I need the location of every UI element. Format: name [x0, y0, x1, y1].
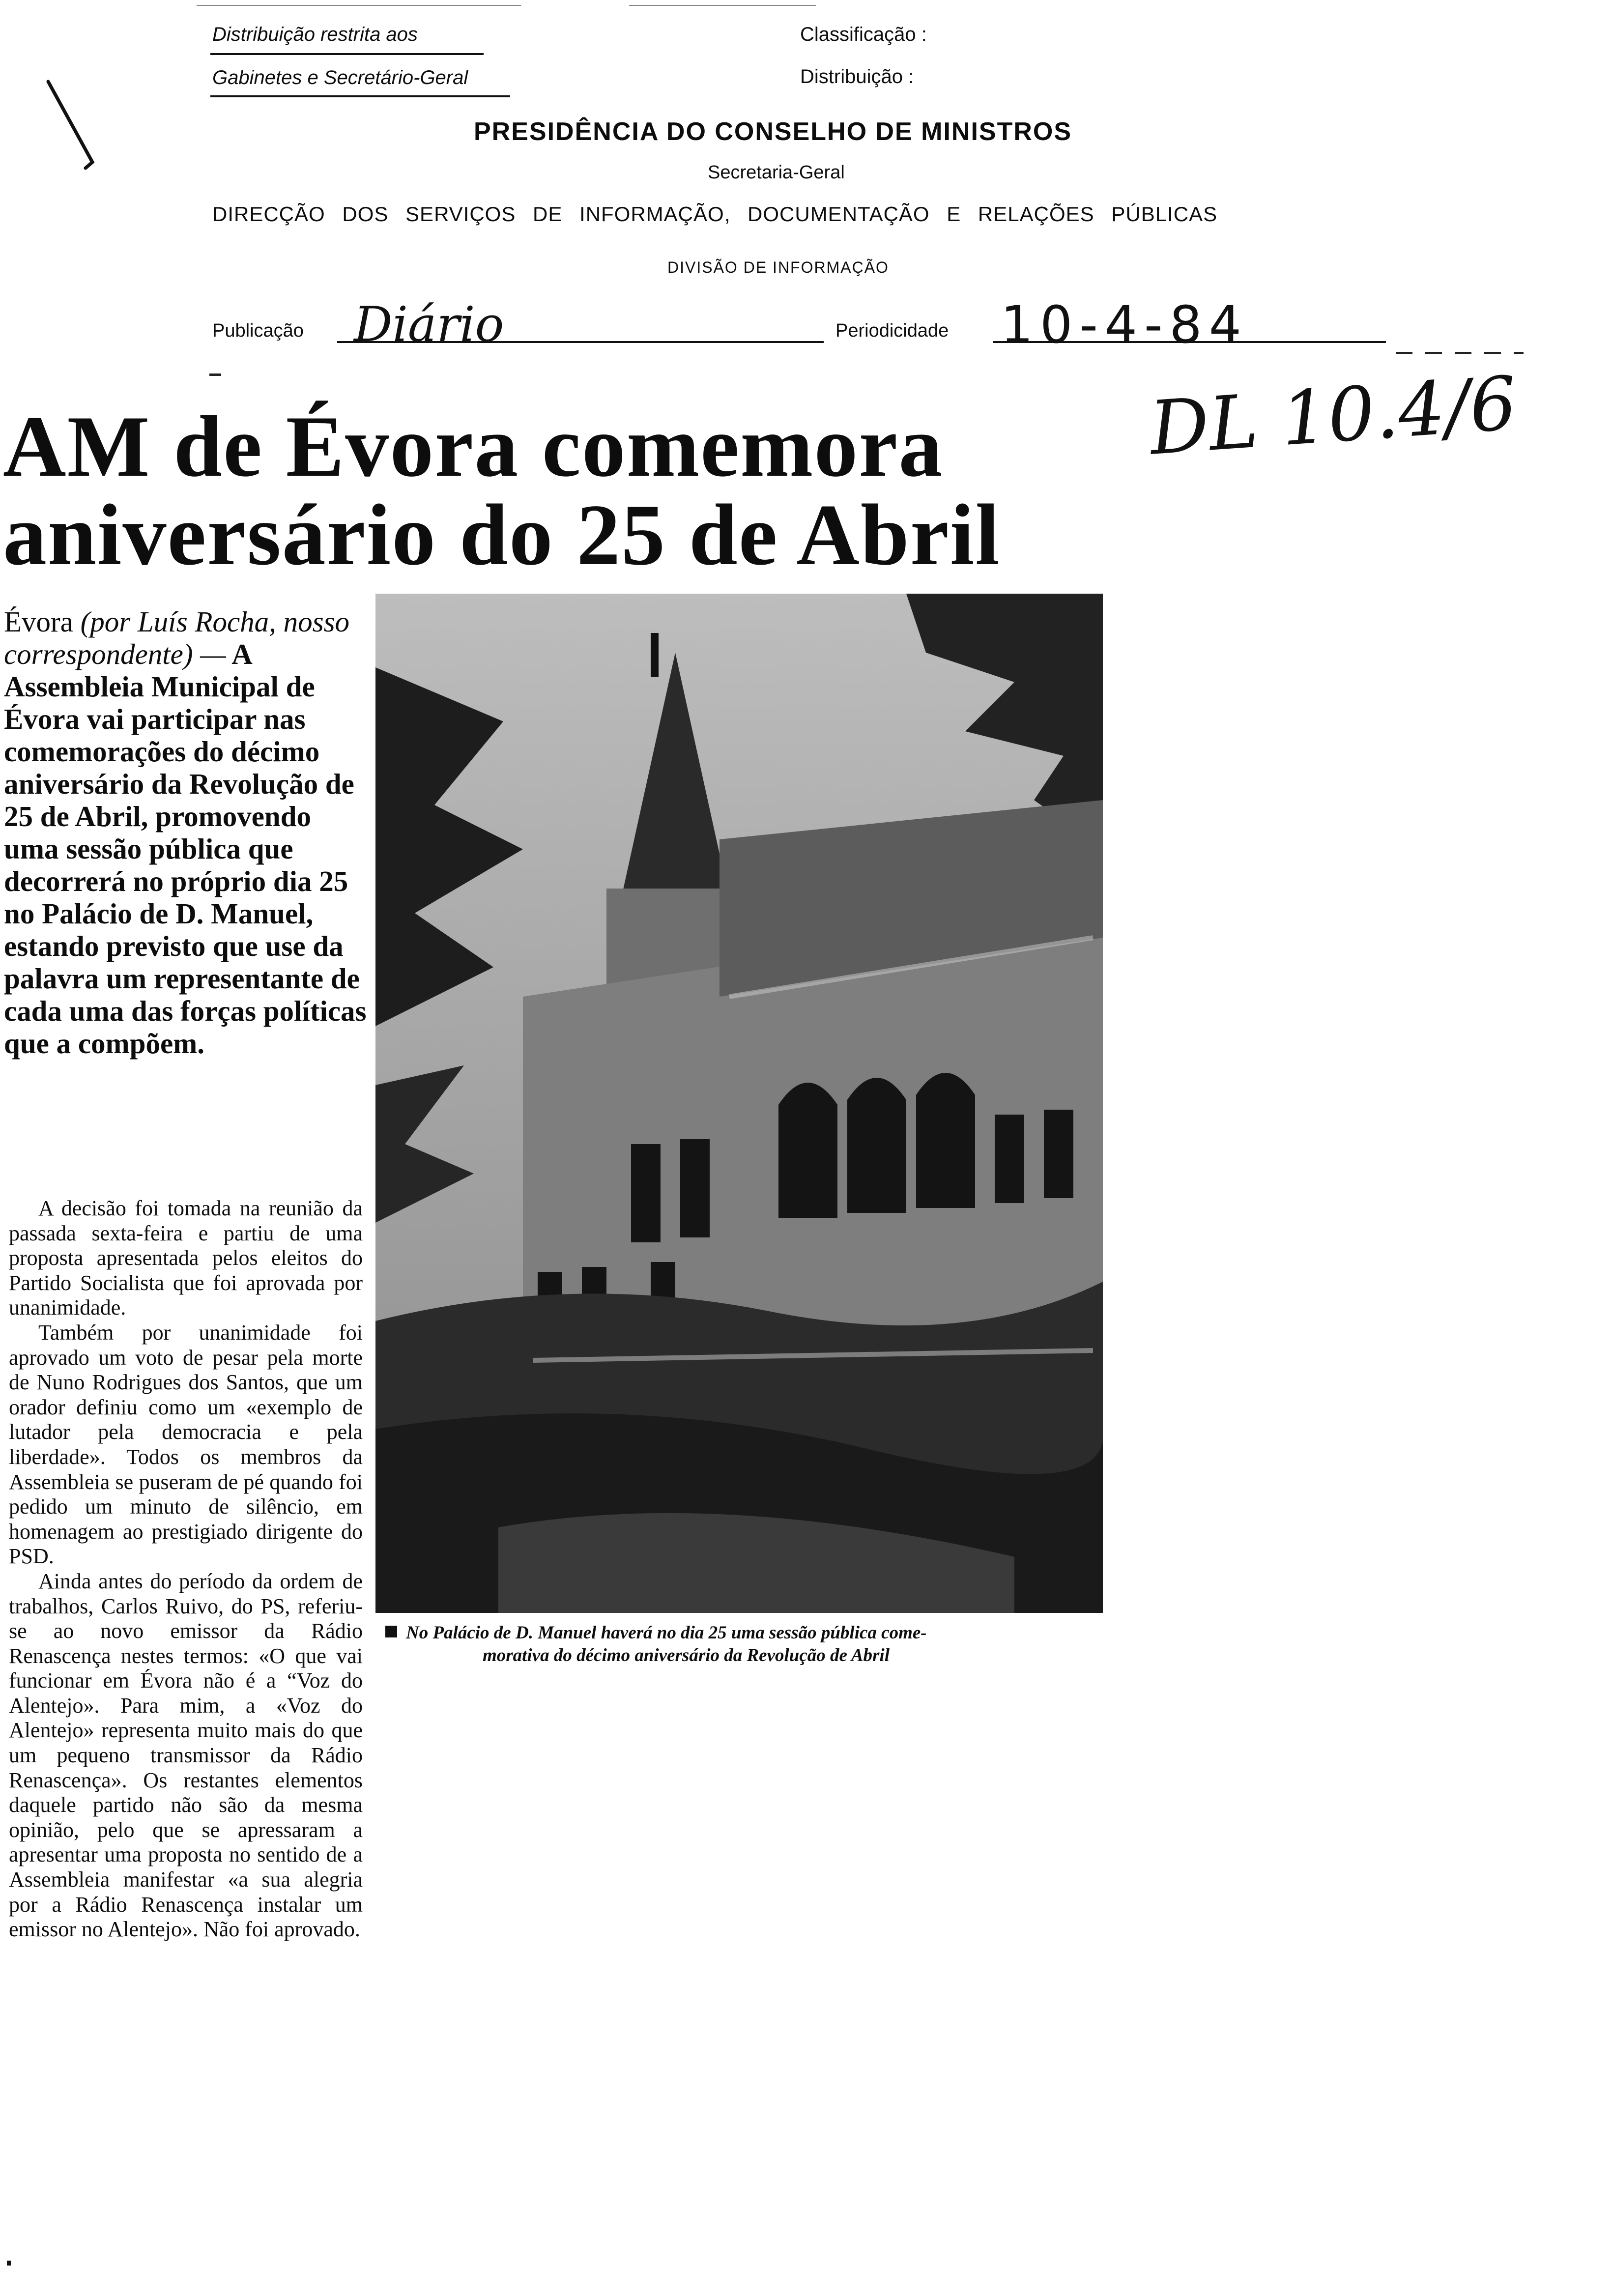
- directorate-label: DIRECÇÃO DOS SERVIÇOS DE INFORMAÇÃO, DOCUMENTAÇÃO E RELAÇÕES PÚBLICAS: [212, 202, 1218, 226]
- distribution-underline-2: [210, 95, 510, 97]
- top-edge-line-right: [629, 5, 816, 6]
- division-label: DIVISÃO DE INFORMAÇÃO: [667, 258, 889, 276]
- scan-speck: [7, 2261, 11, 2266]
- photo-caption-line-2: [385, 1644, 927, 1667]
- publication-label: Publicação: [212, 320, 304, 341]
- caption-bullet-icon: [385, 1626, 397, 1637]
- body-paragraph-1: A decisão foi tomada na reunião da passada sexta-feira e partiu de uma proposta apresentada pelos eleitos do Partido Socialista que foi aprovada por unanimidade.: [9, 1196, 363, 1320]
- form-header: [0, 0, 1612, 373]
- pen-slash-mark: [44, 79, 98, 177]
- photo-caption: [385, 1622, 927, 1667]
- publication-handwritten-value: Diário: [354, 297, 504, 353]
- photo-caption-line-1: [385, 1622, 927, 1644]
- palace-photo: [375, 594, 1103, 1613]
- caption-text-2: morativa do décimo aniversário da Revolução de Abril: [483, 1645, 890, 1665]
- handwritten-margin-annotation: DL 10.4/6: [1147, 361, 1520, 472]
- byline: [4, 605, 349, 670]
- top-edge-line-left: [197, 5, 521, 6]
- headline-line-1: AM de Évora comemora: [3, 398, 944, 495]
- byline-credit: (por Luís Rocha, nosso correspondente) —: [4, 605, 350, 670]
- body-paragraph-2: Também por unanimidade foi aprovado um voto de pesar pela morte de Nuno Rodrigues dos Santos, que um orador definiu como um «exemplo de lutador pela democracia e pela liberdade». Todos os membros da Assembleia se puseram de pé quando foi pedido um minuto de silêncio, em homenagem ao prestigiado dirigente do PSD.: [9, 1320, 363, 1569]
- classification-label: Classificação :: [800, 24, 927, 45]
- body-paragraph-3: Ainda antes do período da ordem de trabalhos, Carlos Ruivo, do PS, referiu-se ao novo emissor da Rádio Renascença nestes termos: «O que vai funcionar em Évora não é a “Voz do Alentejo». Para mim, a «Voz do Alentejo» representa muito mais do que um pequeno transmissor da Rádio Renascença». Os restantes elementos daquele partido não são da mesma opinião, pelo que se apressaram a apresentar uma proposta no sentido de a Assembleia manifestar «a sua alegria por a Rádio Renascença instalar um emissor no Alentejo». Não foi aprovado.: [9, 1569, 363, 1942]
- dashed-mark-right: [1396, 352, 1524, 354]
- distribution-label: Distribuição :: [800, 66, 914, 87]
- dash-mark-left: [209, 373, 221, 376]
- byline-place: Évora: [4, 605, 73, 638]
- secretariat-label: Secretaria-Geral: [708, 162, 845, 183]
- distribution-restriction-line1: Distribuição restrita aos: [212, 24, 418, 45]
- article-lead: [4, 605, 368, 1060]
- presidency-title: PRESIDÊNCIA DO CONSELHO DE MINISTROS: [474, 117, 1072, 146]
- periodicity-handwritten-value: 10-4-84: [1001, 295, 1248, 355]
- caption-text-1: No Palácio de D. Manuel haverá no dia 25 uma sessão pública come-: [406, 1623, 927, 1643]
- headline-line-2: aniversário do 25 de Abril: [3, 486, 1001, 583]
- lead-text: A Assembleia Municipal de Évora vai participar nas comemorações do décimo aniversário da Revolução de 25 de Abril, promovendo uma sessão pública que decorrerá no próprio dia 25 no Palácio de D. Manuel, estando previsto que use da palavra um representante de cada uma das forças políticas que a compõem.: [4, 638, 367, 1060]
- distribution-underline-1: [210, 53, 484, 55]
- palace-photo-illustration: [375, 594, 1103, 1613]
- periodicity-label: Periodicidade: [835, 320, 949, 341]
- article-body: [9, 1196, 363, 1942]
- distribution-restriction-line2: Gabinetes e Secretário-Geral: [212, 67, 468, 88]
